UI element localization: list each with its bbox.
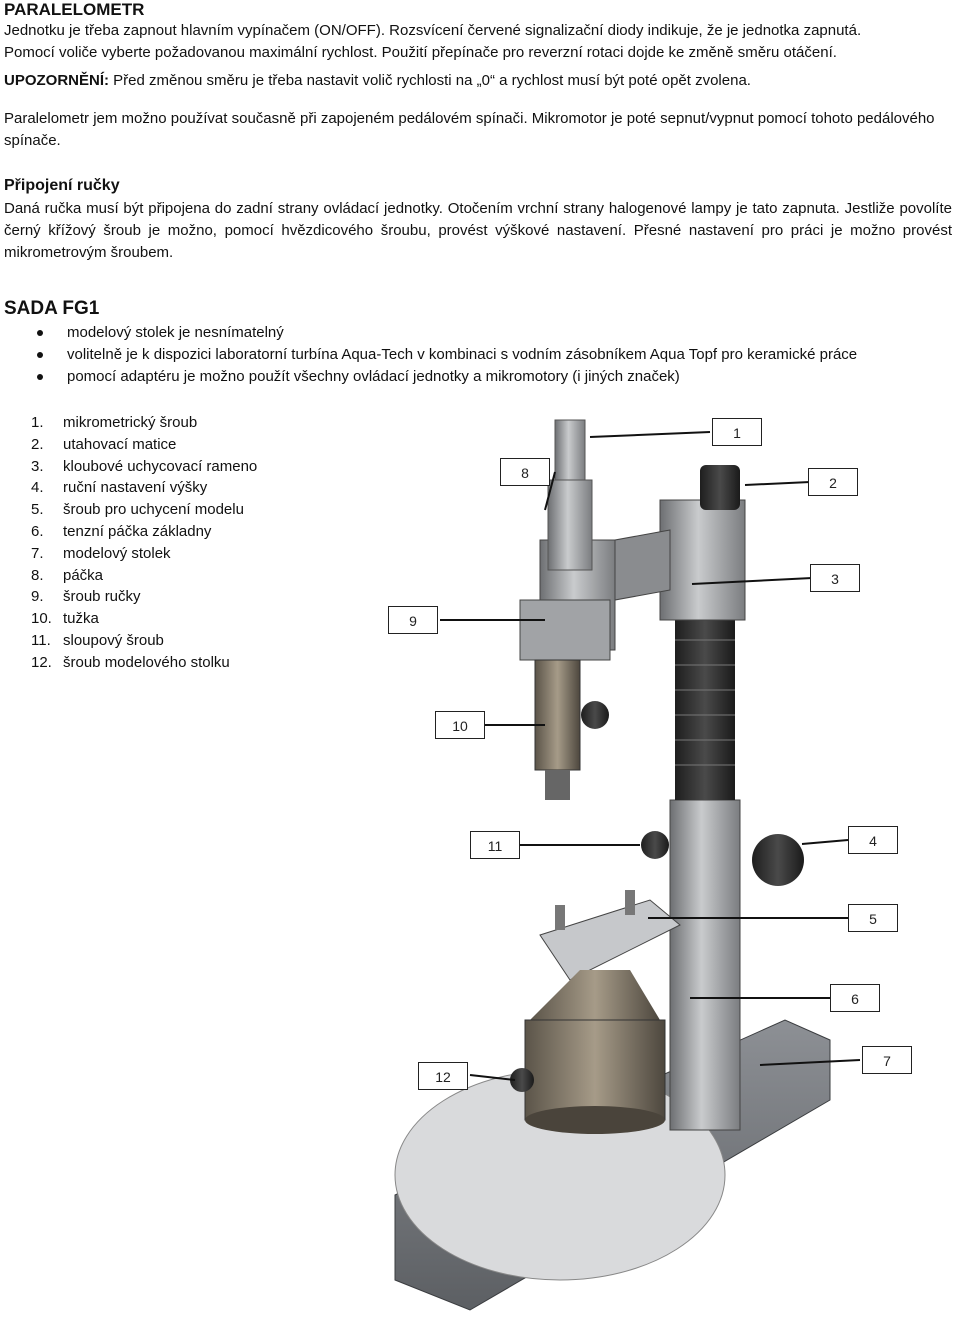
figure-label-2: 2 [808, 468, 858, 496]
list-item: 9. šroub ručky [31, 588, 141, 606]
figure-label-3: 3 [810, 564, 860, 592]
list-item: 8. páčka [31, 566, 104, 584]
figure-label-12: 12 [418, 1062, 468, 1090]
list-item: pomocí adaptéru je možno použít všechny ovládací jednotky a mikromotory (i jiných značek) [4, 366, 857, 388]
list-item: 6. tenzní páčka základny [31, 522, 212, 540]
list-item: 4. ruční nastavení výšky [31, 479, 208, 497]
list-item: 12. šroub modelového stolku [31, 653, 230, 671]
set-heading: SADA FG1 [4, 298, 100, 319]
handle-paragraph: Daná ručka musí být připojena do zadní strany ovládací jednotky. Otočením vrchní strany halogenové lampy je tato zapnuta. Jestliže povolíte černý křížový šroub je možno, pomocí hvězdicového šroubu, provést výškové nastavení. Přesné nastavení pro práci je možno provést mikrometrovým šroubem. [4, 200, 952, 261]
warning-label: UPOZORNĚNÍ: [4, 72, 109, 89]
list-item: 5. šroub pro uchycení modelu [31, 501, 244, 519]
figure-label-6: 6 [830, 984, 880, 1012]
list-item: 7. modelový stolek [31, 544, 171, 562]
list-item: 1. mikrometrický šroub [31, 414, 198, 431]
figure-label-4: 4 [848, 826, 898, 854]
pedal-paragraph: Paralelometr jem možno používat současně při zapojeném pedálovém spínači. Mikromotor je poté sepnut/vypnut pomocí tohoto pedálového spínače. [4, 110, 935, 149]
intro-paragraph [4, 20, 952, 64]
warning-paragraph [4, 70, 952, 92]
list-item: modelový stolek je nesnímatelný [4, 322, 857, 344]
set-list [4, 322, 857, 388]
figure-label-8: 8 [500, 458, 550, 486]
figure-label-7: 7 [862, 1046, 912, 1074]
list-item: 11. sloupový šroub [31, 631, 164, 649]
handle-heading: Připojení ručky [4, 177, 120, 194]
parts-list [0, 412, 257, 674]
list-item: 2. utahovací matice [31, 435, 177, 453]
figure-label-5: 5 [848, 904, 898, 932]
figure-label-11: 11 [470, 831, 520, 859]
intro-line: Pomocí voliče vyberte požadovanou maximální rychlost. Použití přepínače pro reverzní rotaci dojde ke změně směru otáčení. [4, 44, 837, 61]
list-item: 10. tužka [31, 610, 99, 628]
figure-label-10: 10 [435, 711, 485, 739]
intro-line: Jednotku je třeba zapnout hlavním vypínačem (ON/OFF). Rozsvícení červené signalizační diody indikuje, že je jednotka zapnutá. [4, 22, 862, 39]
figure-label-9: 9 [388, 606, 438, 634]
list-item: 3. kloubové uchycovací rameno [31, 457, 258, 475]
page-title: PARALELOMETR [4, 0, 145, 19]
warning-text: Před změnou směru je třeba nastavit volič rychlosti na „0“ a rychlost musí být poté opět zvolena. [109, 72, 751, 89]
figure-label-1: 1 [712, 418, 762, 446]
list-item: volitelně je k dispozici laboratorní turbína Aqua-Tech v kombinaci s vodním zásobníkem Aqua Topf pro keramické práce [4, 344, 857, 366]
